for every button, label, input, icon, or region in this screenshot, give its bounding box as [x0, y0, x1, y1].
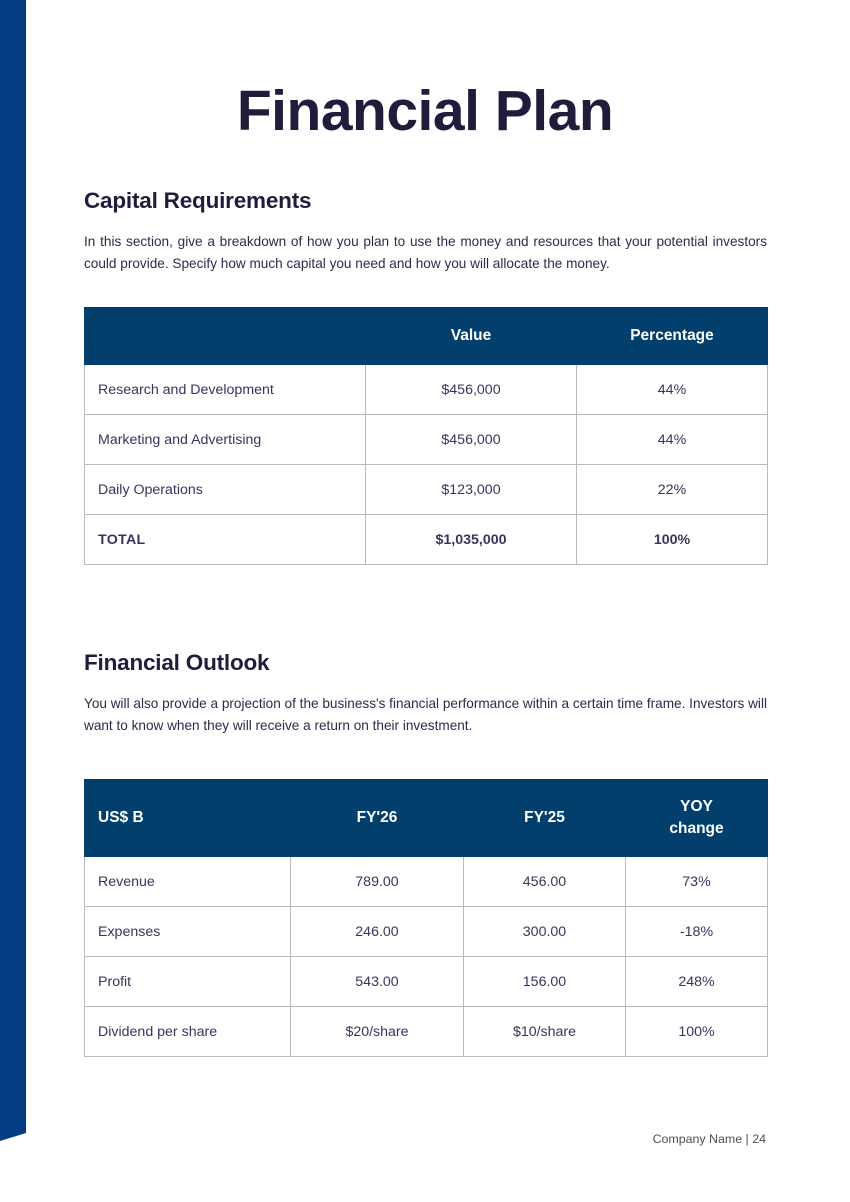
financial-outlook-body-wrap — [84, 693, 767, 736]
table-row — [85, 465, 768, 515]
table-row — [85, 1007, 768, 1057]
financial-outlook-heading: Financial Outlook — [84, 650, 270, 675]
cell-value: $1,035,000 — [366, 515, 577, 565]
cell-fy25: $10/share — [464, 1007, 626, 1057]
cell-value: $456,000 — [366, 365, 577, 415]
capital-requirements-table — [84, 307, 768, 565]
table-row — [85, 365, 768, 415]
yoy-line-1: YOY — [680, 798, 713, 815]
cell-fy26: 789.00 — [291, 857, 464, 907]
table-row — [85, 415, 768, 465]
financial-outlook-body: You will also provide a projection of the business's financial performance within a certain time frame. Investors will want to know when they will receive a return on their investment. — [84, 696, 767, 733]
column-header-unit: US$ B — [85, 780, 291, 857]
cell-category: TOTAL — [85, 515, 366, 565]
column-header-yoy-change — [626, 780, 768, 857]
cell-fy25: 300.00 — [464, 907, 626, 957]
table-header-row — [85, 780, 768, 857]
cell-percentage: 22% — [577, 465, 768, 515]
cell-yoy: -18% — [626, 907, 768, 957]
cell-yoy: 100% — [626, 1007, 768, 1057]
cell-yoy: 248% — [626, 957, 768, 1007]
table-header-row — [85, 308, 768, 365]
capital-requirements-body: In this section, give a breakdown of how you plan to use the money and resources that your potential investors could provide. Specify how much capital you need and how you will allocate the money. — [84, 234, 767, 271]
capital-requirements-heading-wrap — [84, 188, 767, 214]
cell-fy25: 156.00 — [464, 957, 626, 1007]
cell-metric: Dividend per share — [85, 1007, 291, 1057]
page-footer: Company Name | 24 — [652, 1132, 766, 1146]
cell-value: $123,000 — [366, 465, 577, 515]
table-row — [85, 957, 768, 1007]
cell-fy26: $20/share — [291, 1007, 464, 1057]
cell-percentage: 44% — [577, 365, 768, 415]
cell-fy26: 246.00 — [291, 907, 464, 957]
cell-yoy: 73% — [626, 857, 768, 907]
column-header-value: Value — [366, 308, 577, 365]
cell-metric: Expenses — [85, 907, 291, 957]
cell-category: Daily Operations — [85, 465, 366, 515]
cell-percentage: 44% — [577, 415, 768, 465]
column-header-percentage: Percentage — [577, 308, 768, 365]
column-header-fy25: FY'25 — [464, 780, 626, 857]
financial-outlook-table — [84, 779, 768, 1057]
yoy-line-2: change — [669, 820, 724, 837]
cell-fy25: 456.00 — [464, 857, 626, 907]
cell-category: Research and Development — [85, 365, 366, 415]
column-header-category — [85, 308, 366, 365]
capital-requirements-heading: Capital Requirements — [84, 188, 312, 213]
financial-outlook-heading-wrap — [84, 650, 767, 676]
cell-percentage: 100% — [577, 515, 768, 565]
table-row — [85, 857, 768, 907]
column-header-fy26: FY'26 — [291, 780, 464, 857]
table-row — [85, 907, 768, 957]
cell-category: Marketing and Advertising — [85, 415, 366, 465]
cell-metric: Profit — [85, 957, 291, 1007]
table-total-row — [85, 515, 768, 565]
page-title: Financial Plan — [236, 79, 614, 143]
cell-fy26: 543.00 — [291, 957, 464, 1007]
cell-value: $456,000 — [366, 415, 577, 465]
capital-requirements-body-wrap — [84, 231, 767, 274]
cell-metric: Revenue — [85, 857, 291, 907]
